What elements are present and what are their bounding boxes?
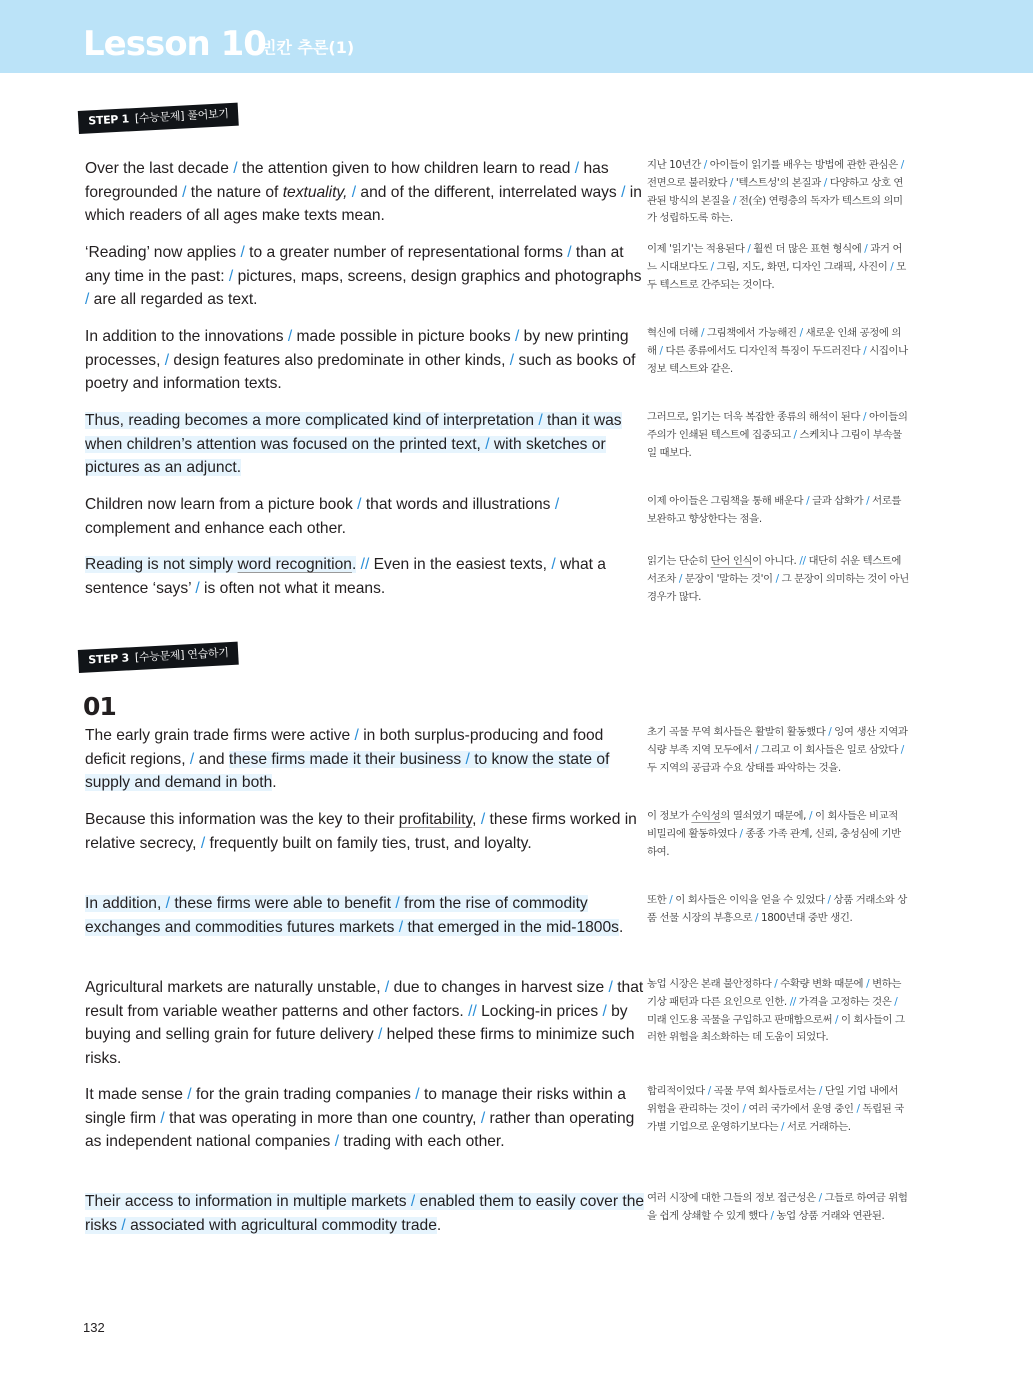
text-run: 가격을 고정하는 것은 xyxy=(795,995,895,1008)
chunk-separator: / xyxy=(729,176,734,189)
text-run: 또한 xyxy=(647,894,670,906)
text-run: such as books of poetry and information texts. xyxy=(85,351,636,393)
chunk-separator: / xyxy=(754,911,759,924)
text-run: Because this information was the key to their xyxy=(85,811,399,828)
chunk-separator: / xyxy=(574,160,580,177)
chunk-separator: / xyxy=(567,244,572,261)
highlighted-text: to know the state of supply and demand in both xyxy=(85,750,610,792)
step1-paragraph-ko xyxy=(647,157,909,228)
chunk-separator: / xyxy=(85,291,90,309)
text-run: 이 회사들은 비교적 비밀리에 활동하였다 xyxy=(647,810,898,840)
page-number: 132 xyxy=(83,1320,105,1335)
chunk-separator: / xyxy=(485,435,490,453)
chunk-separator: / xyxy=(384,979,390,996)
text-run: 단일 기업 내에서 위험을 관리하는 것이 xyxy=(647,1085,899,1115)
highlighted-text: associated with agricultural commodity trade xyxy=(125,1216,437,1234)
chunk-separator: / xyxy=(818,1192,822,1204)
text-run: 그림책에서 가능해진 xyxy=(704,327,800,339)
chunk-separator: / xyxy=(890,260,894,273)
chunk-separator: / xyxy=(551,556,556,573)
text-run: 초기 곡물 무역 회사들은 활발히 활동했다 xyxy=(647,726,829,738)
text-run: It made sense xyxy=(85,1086,188,1103)
step1-paragraph-en xyxy=(85,241,645,312)
text-run: 이 회사들이 그러한 위험을 최소화하는 데 도움이 되었다. xyxy=(647,1013,905,1044)
chunk-separator: / xyxy=(864,243,868,255)
text-run: 이 회사들은 이익을 얻을 수 있었다 xyxy=(672,894,828,906)
step1-paragraph-en xyxy=(85,553,645,600)
text-run: 그리고 이 회사들은 일로 삼았다 xyxy=(758,743,901,756)
text-run: 이제 '읽기'는 적용된다 xyxy=(647,243,748,255)
text-run: 그들로 하여금 위험을 쉽게 상쇄할 수 있게 했다 xyxy=(647,1192,908,1222)
text-run: Over the last decade xyxy=(85,160,234,177)
step3-paragraph-ko xyxy=(647,724,909,777)
chunk-separator: / xyxy=(669,894,673,906)
text-run: complement and enhance each other. xyxy=(85,519,346,537)
step1-paragraph-en xyxy=(85,409,645,480)
step1-paragraph-en xyxy=(85,325,645,396)
step3-paragraph-en xyxy=(85,724,645,795)
text-run: 수확량 변화 때문에 xyxy=(777,978,867,990)
text-run: 곡물 무역 회사들로서는 xyxy=(710,1085,819,1097)
step3-tag xyxy=(78,642,239,673)
step3-paragraph-ko xyxy=(647,976,909,1047)
chunk-separator: / xyxy=(770,1209,774,1222)
highlighted-text: than it was when children’s attention was focused on the printed text, xyxy=(85,412,622,453)
text-run: In addition to the innovations xyxy=(85,328,288,345)
text-run: are all regarded as text. xyxy=(89,291,258,309)
text-run: 문장이 '말하는 것'이 xyxy=(681,572,776,585)
text-run: and xyxy=(194,750,229,768)
text-run: 새로운 인쇄 공정에 의해 xyxy=(647,327,902,357)
text-run: made possible in picture books xyxy=(292,328,515,345)
text-run: 다른 종류에서도 디자인적 특징이 두드러진다 xyxy=(662,344,864,357)
sentence-separator: // xyxy=(799,555,806,567)
chunk-separator: / xyxy=(701,327,705,339)
step1-paragraph-en xyxy=(85,157,645,228)
chunk-separator: / xyxy=(354,727,359,744)
chunk-separator: / xyxy=(774,978,778,990)
chunk-separator: / xyxy=(659,344,663,357)
text-run: 훨씬 더 많은 표현 형식에 xyxy=(750,243,865,255)
text-run: 여러 국가에서 운영 중인 xyxy=(745,1102,857,1115)
chunk-separator: / xyxy=(164,351,170,369)
text-run: 그 문장이 의미하는 것이 아닌 경우가 많다. xyxy=(647,572,909,603)
chunk-separator: / xyxy=(515,328,520,345)
chunk-separator: / xyxy=(398,918,404,936)
step1-label: STEP 1 xyxy=(87,112,130,128)
sentence-separator: // xyxy=(360,556,370,573)
text-run: 합리적이었다 xyxy=(647,1085,708,1097)
text-run: in which readers of all ages make texts mean. xyxy=(85,183,642,225)
lesson-header xyxy=(0,0,1033,73)
chunk-separator: / xyxy=(121,1216,126,1234)
chunk-separator: / xyxy=(703,159,707,171)
step3-label: STEP 3 xyxy=(87,651,130,667)
text-run: 아이들이 읽기를 배우는 방법에 관한 관심은 xyxy=(706,159,901,171)
sentence-separator: // xyxy=(789,995,796,1008)
text-run: 모두 텍스트로 간주되는 것이다. xyxy=(647,260,906,291)
text-run: that words and illustrations xyxy=(361,496,555,513)
chunk-separator: / xyxy=(900,159,904,171)
text-run: due to changes in harvest size xyxy=(389,979,609,996)
text-run: 전(全) 연령층의 독자가 텍스트의 의미가 성립하도록 하는. xyxy=(647,194,903,225)
text-run: what a sentence ‘says’ xyxy=(85,556,606,597)
text-run: in both surplus-producing and food deficit regions, xyxy=(85,727,604,768)
lesson-title: Lesson 10 xyxy=(83,24,266,64)
step3-bracket: [수능문제] 연습하기 xyxy=(134,646,229,665)
chunk-separator: / xyxy=(732,194,736,207)
text-run: 서로 거래하는. xyxy=(784,1120,851,1133)
text-run: 변하는 기상 패턴과 다른 요인으로 인한. xyxy=(647,978,902,1008)
chunk-separator: / xyxy=(182,183,187,201)
chunk-separator: / xyxy=(415,1086,420,1103)
text-run: 그러므로, 읽기는 더욱 복잡한 종류의 해석이 된다 xyxy=(647,411,863,423)
text-run: 미래 인도용 곡물을 구입하고 판매함으로써 xyxy=(647,1013,835,1026)
chunk-separator: / xyxy=(160,1109,165,1127)
chunk-separator: / xyxy=(775,572,779,585)
chunk-separator: / xyxy=(608,979,613,996)
text-run: textuality, xyxy=(282,183,348,201)
chunk-separator: / xyxy=(754,743,759,756)
chunk-separator: / xyxy=(621,183,626,201)
text-run: the attention given to how children learn to read xyxy=(237,160,575,177)
highlighted-text: Their access to information in multiple markets xyxy=(85,1193,411,1210)
highlighted-text: . xyxy=(351,556,357,573)
text-run: than at any time in the past: xyxy=(85,244,624,285)
step3-paragraph-en xyxy=(85,892,645,939)
step1-paragraph-ko xyxy=(647,553,909,606)
text-run: to manage their risks within a single firm xyxy=(85,1086,626,1127)
text-run: 글과 삽화가 xyxy=(809,495,867,507)
chunk-separator: / xyxy=(480,811,486,828)
text-run: Locking-in prices xyxy=(476,1002,603,1020)
text-run: 다양하고 상호 연관된 방식의 본질을 xyxy=(647,176,904,207)
chunk-separator: / xyxy=(866,978,870,990)
step3-paragraph-ko xyxy=(647,1083,909,1136)
step3-paragraph-en xyxy=(85,1190,645,1237)
text-run: 시집이나 정보 텍스트와 같은. xyxy=(647,344,908,375)
text-run: by new printing processes, xyxy=(85,328,629,369)
text-run: rather than operating as independent national companies xyxy=(85,1109,635,1151)
lesson-subtitle: 빈칸 추론(1) xyxy=(261,38,355,57)
text-run: is often not what it means. xyxy=(199,579,386,597)
text-run: 과거 어느 시대보다도 xyxy=(647,243,903,273)
chunk-separator: / xyxy=(480,1109,486,1127)
step3-paragraph-ko xyxy=(647,892,909,928)
text-run: pictures, maps, screens, design graphics and photographs xyxy=(233,267,642,285)
chunk-separator: / xyxy=(678,572,682,585)
chunk-separator: / xyxy=(856,1102,860,1115)
text-run: 종종 가족 관계, 신뢰, 충성심에 기반하여. xyxy=(647,827,901,858)
chunk-separator: / xyxy=(799,327,803,339)
question-number: 01 xyxy=(83,692,116,721)
text-run: 지난 10년간 xyxy=(647,159,704,171)
text-run: 이제 아이들은 그림책을 통해 배운다 xyxy=(647,495,807,507)
text-run: has foregrounded xyxy=(85,160,609,201)
text-run: 1800년대 중반 생긴. xyxy=(758,911,853,924)
text-run: 농업 시장은 본래 불안정하다 xyxy=(647,978,775,990)
step1-paragraph-en xyxy=(85,493,645,540)
chunk-separator: / xyxy=(863,344,867,357)
text-run: 상품 거래소와 상품 선물 시장의 부흥으로 xyxy=(647,894,907,924)
text-run: that was operating in more than one country, xyxy=(164,1109,481,1127)
chunk-separator: / xyxy=(742,1102,746,1115)
highlighted-text: In addition, xyxy=(85,895,166,912)
underlined-phrase: 수익성 xyxy=(691,810,721,822)
step3-paragraph-ko xyxy=(647,1190,909,1226)
text-run: , xyxy=(472,811,481,828)
step1-bracket: [수능문제] 풀어보기 xyxy=(134,107,229,126)
chunk-separator: / xyxy=(828,726,832,738)
chunk-separator: / xyxy=(602,1002,607,1020)
text-run: 서로를 보완하고 향상한다는 점을. xyxy=(647,495,902,525)
chunk-separator: / xyxy=(862,411,867,423)
text-run: trading with each other. xyxy=(339,1133,505,1151)
chunk-separator: / xyxy=(187,1086,192,1103)
chunk-separator: / xyxy=(240,244,245,261)
text-run: 혁신에 더해 xyxy=(647,327,701,339)
step1-tag xyxy=(78,103,239,134)
chunk-separator: / xyxy=(894,995,898,1008)
highlighted-text: these firms were able to benefit xyxy=(169,895,396,912)
text-run: Agricultural markets are naturally unstable, xyxy=(85,979,385,996)
text-run: Even in the easiest texts, xyxy=(369,556,552,573)
text-run: these firms worked in relative secrecy, xyxy=(85,811,637,852)
chunk-separator: / xyxy=(710,260,714,273)
chunk-separator: / xyxy=(377,1026,383,1044)
highlighted-text: that emerged in the mid-1800s xyxy=(403,918,619,936)
chunk-separator: / xyxy=(351,183,357,201)
text-run: 잉여 생산 지역과 식량 부족 지역 모두에서 xyxy=(647,726,908,756)
chunk-separator: / xyxy=(806,495,810,507)
text-run: the nature of xyxy=(186,183,283,201)
underlined-phrase: 단어 인식 xyxy=(710,555,753,567)
text-run: 그림, 지도, 화면, 디자인 그래픽, 사진이 xyxy=(713,260,891,273)
chunk-separator: / xyxy=(287,328,293,345)
text-run: 의 열쇠였기 때문에, xyxy=(720,810,809,822)
chunk-separator: / xyxy=(823,176,827,189)
text-run: 이 아니다. xyxy=(752,555,800,567)
text-run: 이 정보가 xyxy=(647,810,692,822)
chunk-separator: / xyxy=(818,1085,822,1097)
chunk-separator: / xyxy=(465,750,470,768)
text-run: frequently built on family ties, trust, and loyalty. xyxy=(205,834,532,852)
chunk-separator: / xyxy=(200,834,206,852)
chunk-separator: / xyxy=(165,895,170,912)
text-run: . xyxy=(272,774,277,792)
text-run: by buying and selling grain for future delivery xyxy=(85,1002,628,1044)
text-run: '텍스트성'의 본질과 xyxy=(733,176,824,189)
highlighted-text: Thus, reading becomes a more complicated kind of interpretation xyxy=(85,412,539,429)
step3-paragraph-en xyxy=(85,808,645,855)
text-run: 여러 시장에 대한 그들의 정보 접근성은 xyxy=(647,1192,819,1204)
underlined-phrase: word recognition xyxy=(237,556,352,573)
chunk-separator: / xyxy=(228,267,234,285)
chunk-separator: / xyxy=(827,894,831,906)
step1-paragraph-ko xyxy=(647,325,909,378)
step3-paragraph-en xyxy=(85,1083,645,1154)
text-run: 독립된 국가별 기업으로 운영하기보다는 xyxy=(647,1102,904,1133)
step3-paragraph-en xyxy=(85,976,645,1070)
sentence-separator: // xyxy=(468,1002,477,1020)
step1-paragraph-ko xyxy=(647,493,909,529)
chunk-separator: / xyxy=(189,750,195,768)
text-run: ‘Reading’ now applies xyxy=(85,244,241,261)
chunk-separator: / xyxy=(357,496,362,513)
text-run: 아이들의 주의가 인쇄된 텍스트에 집중되고 xyxy=(647,411,908,441)
highlighted-text: Reading is not simply xyxy=(85,556,238,573)
text-run: 대단히 쉬운 텍스트에서조차 xyxy=(647,555,902,585)
chunk-separator: / xyxy=(739,827,743,840)
chunk-separator: / xyxy=(233,160,238,177)
highlighted-text: with sketches or pictures as an adjunct. xyxy=(85,435,606,477)
chunk-separator: / xyxy=(538,412,543,429)
text-run: helped these firms to minimize such risks. xyxy=(85,1026,635,1067)
chunk-separator: / xyxy=(900,743,904,756)
chunk-separator: / xyxy=(866,495,870,507)
highlighted-text: from the rise of commodity exchanges and commodities futures markets xyxy=(85,895,588,936)
step1-paragraph-ko xyxy=(647,409,909,462)
text-run: 스케치나 그림이 부속물일 때보다. xyxy=(647,428,902,459)
chunk-separator: / xyxy=(707,1085,711,1097)
chunk-separator: / xyxy=(410,1193,416,1210)
chunk-separator: / xyxy=(781,1120,785,1133)
highlighted-text: these firms made it their business xyxy=(228,750,466,768)
step1-paragraph-ko xyxy=(647,241,909,294)
chunk-separator: / xyxy=(395,895,400,912)
text-run: Children now learn from a picture book xyxy=(85,496,358,513)
text-run: and of the different, interrelated ways xyxy=(356,183,622,201)
chunk-separator: / xyxy=(747,243,751,255)
text-run: . xyxy=(436,1216,442,1234)
chunk-separator: / xyxy=(809,810,813,822)
text-run: . xyxy=(618,918,624,936)
text-run: design features also predominate in other kinds, xyxy=(169,351,510,369)
chunk-separator: / xyxy=(554,496,560,513)
text-run: to a greater number of representational forms xyxy=(244,244,568,261)
highlighted-text: enabled them to easily cover the risks xyxy=(85,1193,645,1234)
text-run: for the grain trading companies xyxy=(191,1086,416,1103)
text-run: The early grain trade firms were active xyxy=(85,727,355,744)
chunk-separator: / xyxy=(509,351,515,369)
text-run: that result from variable weather patterns and other factors. xyxy=(85,979,644,1020)
text-run: 전면으로 불러왔다 xyxy=(647,176,730,189)
chunk-separator: / xyxy=(835,1013,839,1026)
chunk-separator: / xyxy=(334,1133,340,1151)
chunk-separator: / xyxy=(793,428,797,441)
text-run: 읽기는 단순히 xyxy=(647,555,711,567)
step3-paragraph-ko xyxy=(647,808,909,861)
text-run: 농업 상품 거래와 연관된. xyxy=(773,1209,885,1222)
text-run: 두 지역의 공급과 수요 상태를 파악하는 것을. xyxy=(647,761,841,774)
underlined-phrase: profitability xyxy=(398,811,473,828)
chunk-separator: / xyxy=(195,579,200,597)
